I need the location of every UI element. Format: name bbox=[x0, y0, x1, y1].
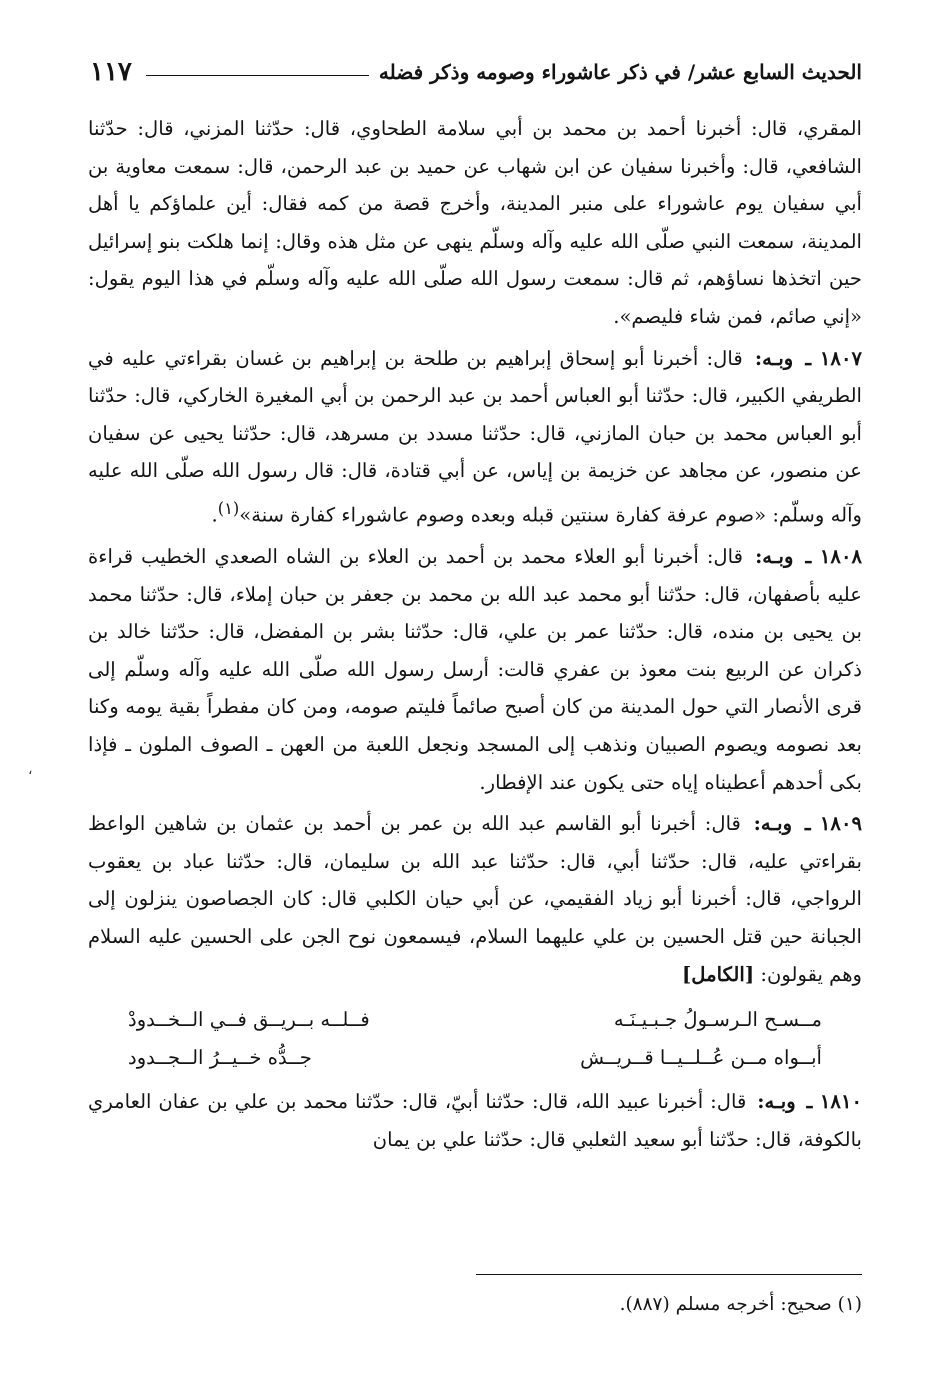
hadith-number: ١٨٠٩ ـ bbox=[804, 812, 862, 836]
poem-line bbox=[128, 1001, 822, 1039]
poem-meter: [الكامل] bbox=[682, 962, 755, 986]
poem-hemistich-left: جــدُّه خــيــرُ الــجــدود bbox=[128, 1046, 312, 1070]
hadith-text: قال: أخبرنا عبيد الله، قال: حدّثنا أبيّ، قال: حدّثنا محمد بن علي بن عفان العامري بالكوفة، قال: حدّثنا أبو سعيد الثعلبي قال: حدّثنا علي بن يمان bbox=[88, 1090, 862, 1151]
hadith-text: قال: أخبرنا أبو القاسم عبد الله بن عمر بن أحمد بن عثمان بن شاهين الواعظ بقراءتي عليه، قال: حدّثنا أبي، قال: حدّثنا عبد الله بن سليمان، قال: حدّثنا عباد بن يعقوب الرواجي، قال: أخبرنا أبو زياد الفقيمي، عن أبي حيان الكلبي قال: كان الجصاصون ينزلون إلى الجبانة حين قتل الحسين بن علي عليهما السلام، فيسمعون نوح الجن على الحسين عليه السلام وهم يقولون: bbox=[88, 812, 862, 986]
margin-mark: ، bbox=[28, 762, 33, 778]
header-title: الحديث السابع عشر/ في ذكر عاشوراء وصومه وذكر فضله bbox=[378, 60, 862, 84]
hadith-1809 bbox=[88, 805, 862, 993]
poem-hemistich-right: أبــواه مــن عُــلــيــا قــريــش bbox=[580, 1046, 822, 1070]
hadith-lead: وبـه: bbox=[754, 346, 794, 370]
hadith-1810 bbox=[88, 1083, 862, 1158]
poem-hemistich-right: مــسـح الـرسـولُ جـبـيـنَـه bbox=[613, 1008, 822, 1032]
hadith-text: قال: أخبرنا أبو إسحاق إبراهيم بن طلحة بن إبراهيم بن غسان بقراءتي عليه في الطريفي الكبير، قال: حدّثنا أبو العباس أحمد بن عبد الرحمن بن أبي المغيرة الخاركي، قال: حدّثنا أبو العباس محمد بن حبان المازني، قال: حدّثنا مسدد بن مسرهد، قال: حدّثنا يحيى عن سفيان عن منصور، عن مجاهد عن خزيمة بن إياس، عن أبي قتادة، قال: قال رسول الله صلّى الله عليه وآله وسلّم: «صوم عرفة كفارة سنتين قبله وبعده وصوم عاشوراء كفارة سنة» bbox=[88, 346, 863, 527]
footnote: (١) صحيح: أخرجه مسلم (٨٨٧). bbox=[619, 1294, 862, 1315]
poem-hemistich-left: فــلــه بــريــق فــي الــخــدودْ bbox=[128, 1008, 370, 1032]
hadith-end: . bbox=[211, 503, 218, 527]
poem bbox=[128, 1001, 822, 1077]
header-rule bbox=[146, 75, 369, 76]
hadith-1808 bbox=[88, 538, 862, 801]
hadith-1807 bbox=[88, 340, 862, 535]
running-header bbox=[90, 52, 862, 92]
hadith-text: قال: أخبرنا أبو العلاء محمد بن أحمد بن العلاء بن الشاه الصعدي الخطيب قراءة عليه بأصفهان، قال: حدّثنا أبو محمد عبد الله بن محمد بن جعفر بن حبان إملاء، قال: حدّثنا محمد بن يحيى بن منده، قال: حدّثنا عمر بن علي، قال: حدّثنا بشر بن المفضل، قال: حدّثنا خالد بن ذكران عن الربيع بنت معوذ بن عفري قالت: أرسل رسول الله صلّى الله عليه وآله وسلّم إلى قرى الأنصار التي حول المدينة من كان أصبح صائماً فليتم صومه، ومن كان مفطراً بقية يومه وكنا بعد نصومه ويصوم الصبيان ونذهب إلى المسجد ونجعل اللعبة من العهن ـ الصوف الملون ـ فإذا بكى أحدهم أعطيناه إياه حتى يكون عند الإفطار. bbox=[88, 545, 862, 794]
hadith-lead: وبـه: bbox=[755, 545, 794, 569]
footnote-rule bbox=[476, 1274, 862, 1275]
footnote-ref: (١) bbox=[217, 498, 240, 518]
body-text bbox=[88, 110, 862, 1162]
paragraph-continuation: المقري، قال: أخبرنا أحمد بن محمد بن أبي سلامة الطحاوي، قال: حدّثنا المزني، قال: حدّثنا الشافعي، قال: وأخبرنا سفيان عن ابن شهاب عن حميد بن عبد الرحمن، قال: سمعت معاوية بن أبي سفيان يوم عاشوراء على منبر المدينة، وأخرج قصة من كمه فقال: أين علماؤكم يا أهل المدينة، سمعت النبي صلّى الله عليه وآله وسلّم ينهى عن مثل هذه وقال: إنما هلكت بنو إسرائيل حين اتخذها نساؤهم، ثم قال: سمعت رسول الله صلّى الله عليه وآله وسلّم في هذا اليوم يقول: «إني صائم، فمن شاء فليصم». bbox=[88, 117, 862, 328]
page-number: ١١٧ bbox=[90, 57, 132, 87]
hadith-lead: وبـه: bbox=[757, 1090, 796, 1114]
hadith-lead: وبـه: bbox=[753, 812, 793, 836]
poem-line bbox=[128, 1039, 822, 1077]
hadith-number: ١٨٠٧ ـ bbox=[805, 346, 863, 370]
hadith-number: ١٨١٠ ـ bbox=[806, 1090, 862, 1114]
hadith-number: ١٨٠٨ ـ bbox=[805, 545, 863, 569]
